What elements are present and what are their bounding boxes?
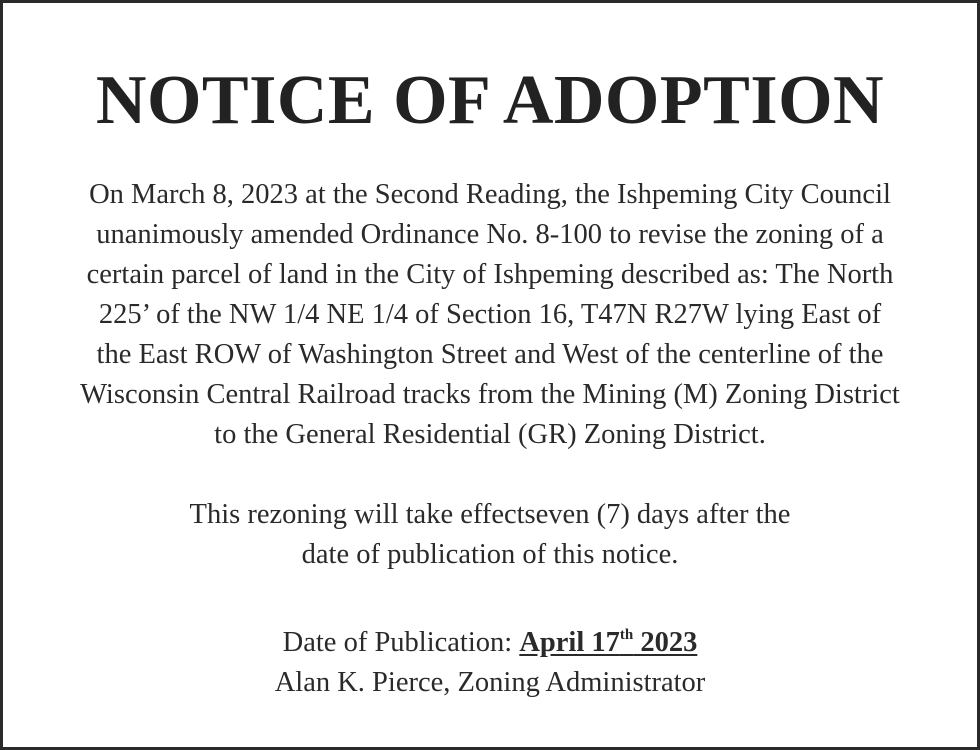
paragraph-line: to the General Residential (GR) Zoning District. xyxy=(214,419,766,450)
paragraph-line: Wisconsin Central Railroad tracks from the Mining (M) Zoning District xyxy=(80,379,900,410)
paragraph-line: unanimously amended Ordinance No. 8-100 to revise the zoning of a xyxy=(96,219,884,250)
paragraph-line: This rezoning will take effectseven (7) days after the xyxy=(189,499,791,530)
signature-line: Alan K. Pierce, Zoning Administrator xyxy=(274,667,706,698)
paragraph-line: certain parcel of land in the City of Ishpeming described as: The North xyxy=(86,259,894,290)
paragraph-line: On March 8, 2023 at the Second Reading, the Ishpeming City Council xyxy=(89,179,891,210)
ordinance-paragraph xyxy=(3,175,977,455)
publication-block xyxy=(3,615,977,703)
effective-date-paragraph xyxy=(3,495,977,575)
publication-date xyxy=(519,627,697,658)
notice-title: NOTICE OF ADOPTION xyxy=(95,62,885,139)
publication-date-line xyxy=(3,615,977,663)
paragraph-line: 225’ of the NW 1/4 NE 1/4 of Section 16, T47N R27W lying East of xyxy=(98,299,882,330)
publication-date-suffix: th xyxy=(619,627,634,643)
paragraph-line: date of publication of this notice. xyxy=(301,539,679,570)
publication-date-year: 2023 xyxy=(633,627,698,658)
publication-date-month-day: April 17 xyxy=(519,627,620,658)
paragraph-line: the East ROW of Washington Street and West of the centerline of the xyxy=(96,339,884,370)
publication-label: Date of Publication: xyxy=(282,627,520,658)
